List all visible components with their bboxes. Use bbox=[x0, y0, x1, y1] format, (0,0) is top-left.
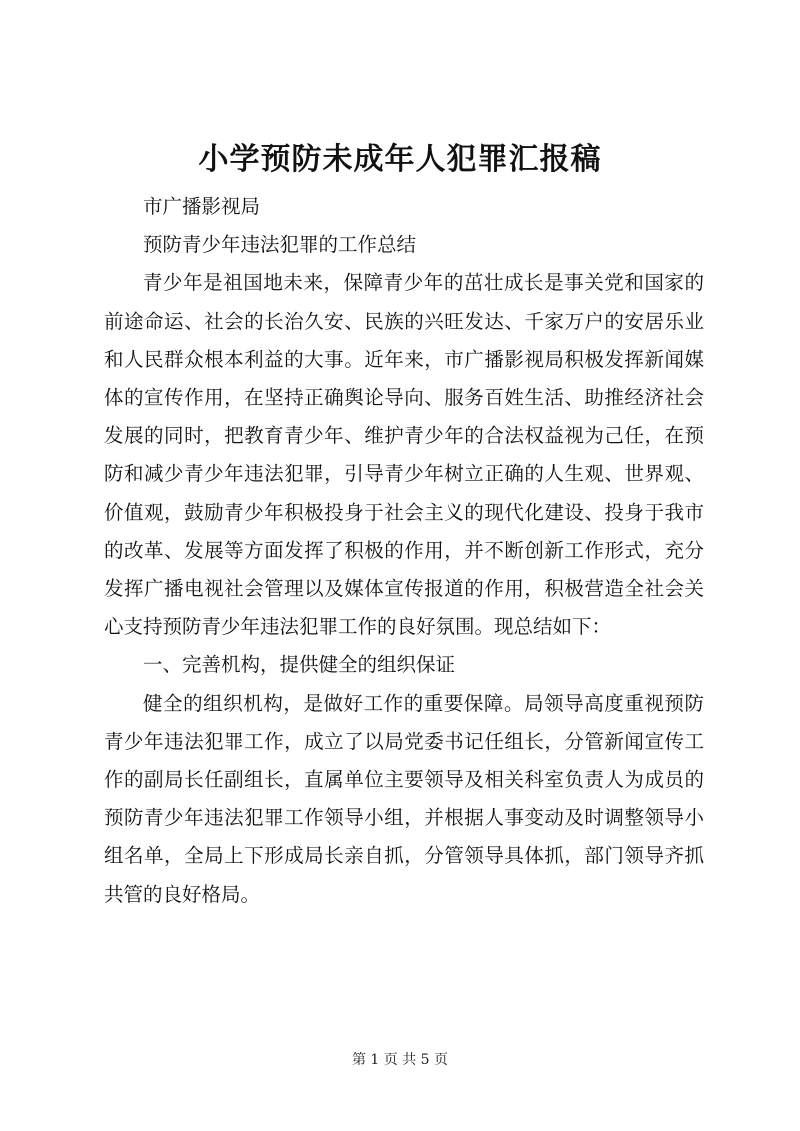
paragraph-section-heading: 一、完善机构，提供健全的组织保证 bbox=[143, 653, 456, 677]
page-number-footer: 第 1 页 共 5 页 bbox=[351, 1052, 449, 1068]
paragraph-introduction: 青少年是祖国地未来，保障青少年的茁壮成长是事关党和国家的前途命运、社会的长治久安、民族的兴旺发达、千家万户的安居乐业和人民群众根本利益的大事。近年来，市广播影视局积极发挥新闻媒体的宣传作用，在坚持正确舆论导向、服务百姓生活、助推经济社会发展的同时，把教育青少年、维护青少年的合法权益视为己任，在预防和减少青少年违法犯罪，引导青少年树立正确的人生观、世界观、价值观，鼓励青少年积极投身于社会主义的现代化建设、投身于我市的改革、发展等方面发挥了积极的作用，并不断创新工作形式，充分发挥广播电视社会管理以及媒体宣传报道的作用，积极营造全社会关心支持预防青少年违法犯罪工作的良好氛围。现总结如下： bbox=[104, 271, 704, 639]
document-title: 小学预防未成年人犯罪汇报稿 bbox=[198, 142, 602, 177]
paragraph-subtitle: 预防青少年违法犯罪的工作总结 bbox=[143, 233, 417, 257]
paragraph-organization: 市广播影视局 bbox=[143, 195, 261, 218]
document-body bbox=[104, 188, 704, 914]
paragraph-organization-details: 健全的组织机构，是做好工作的重要保障。局领导高度重视预防青少年违法犯罪工作，成立了以局党委书记任组长，分管新闻宣传工作的副局长任副组长，直属单位主要领导及相关科室负责人为成员的预防青少年违法犯罪工作领导小组，并根据人事变动及时调整领导小组名单，全局上下形成局长亲自抓，分管领导具体抓，部门领导齐抓共管的良好格局。 bbox=[104, 691, 704, 906]
